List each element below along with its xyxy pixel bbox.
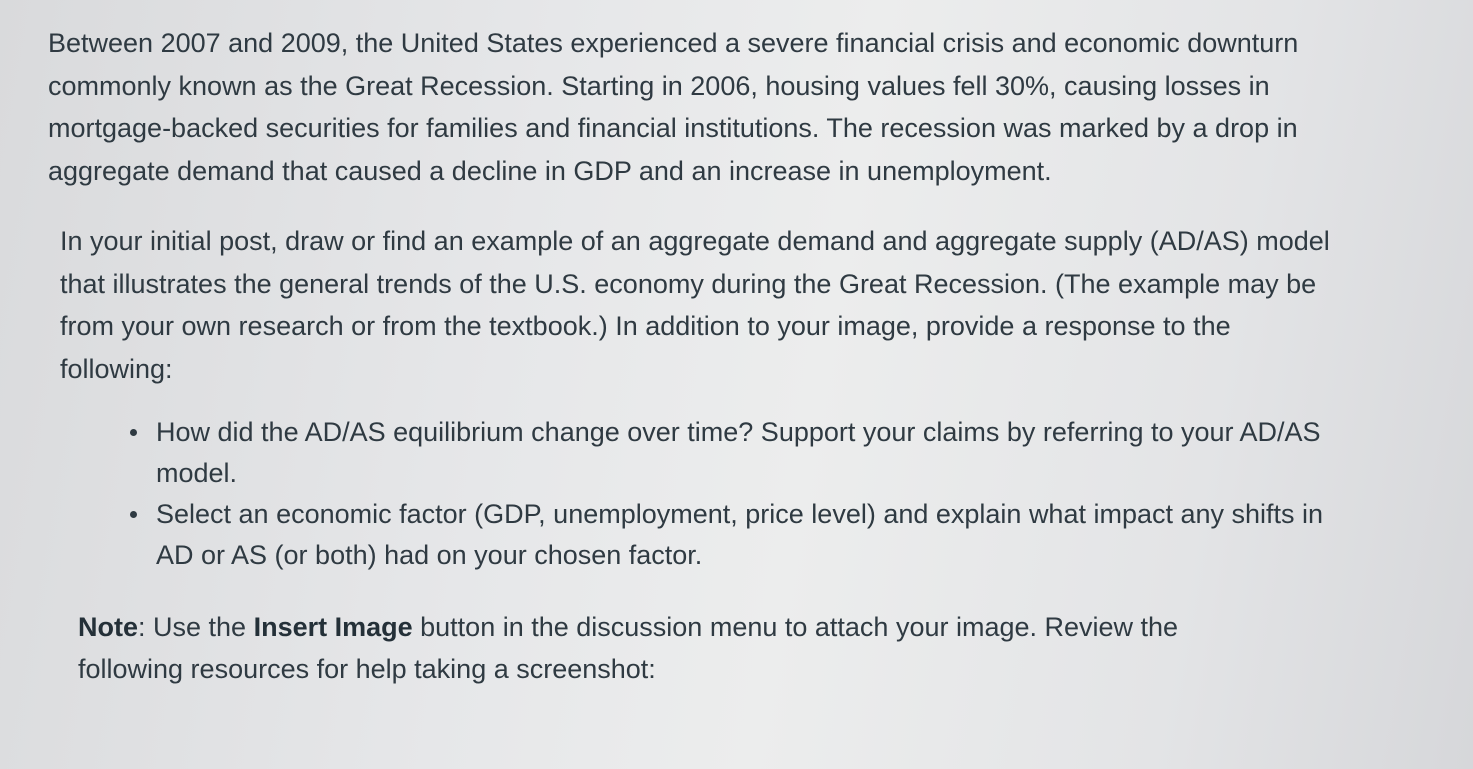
note-text-after: button in the discussion menu to attach your image. Review the following resources for help taking a screenshot:: [78, 612, 1179, 684]
note-colon: :: [138, 612, 146, 642]
bullet-icon: [130, 511, 137, 518]
question-list: [48, 412, 1326, 576]
instructions-paragraph: In your initial post, draw or find an example of an aggregate demand and aggregate supply (AD/AS) model that illustrates the general trends of the U.S. economy during the Great Recession. (The example may be from your own research or from the textbook.) In addition to your image, provide a response to the following:: [60, 226, 1330, 384]
note-paragraph: [48, 606, 1258, 690]
list-item: [156, 494, 1326, 576]
question-text: How did the AD/AS equilibrium change over time? Support your claims by referring to your AD/AS model.: [156, 417, 1321, 488]
intro-paragraph: Between 2007 and 2009, the United States experienced a severe financial crisis and economic downturn commonly known as the Great Recession. Starting in 2006, housing values fell 30%, causing losses in mortgage-backed securities for families and financial institutions. The recession was marked by a drop in aggregate demand that caused a decline in GDP and an increase in unemployment.: [48, 28, 1299, 186]
note-text-before: Use the: [145, 612, 254, 642]
question-text: Select an economic factor (GDP, unemployment, price level) and explain what impact any shifts in AD or AS (or both) had on your chosen factor.: [156, 499, 1324, 570]
note-label: Note: [78, 612, 138, 642]
insert-image-label: Insert Image: [253, 612, 413, 642]
list-item: [156, 412, 1326, 494]
bullet-icon: [130, 429, 137, 436]
